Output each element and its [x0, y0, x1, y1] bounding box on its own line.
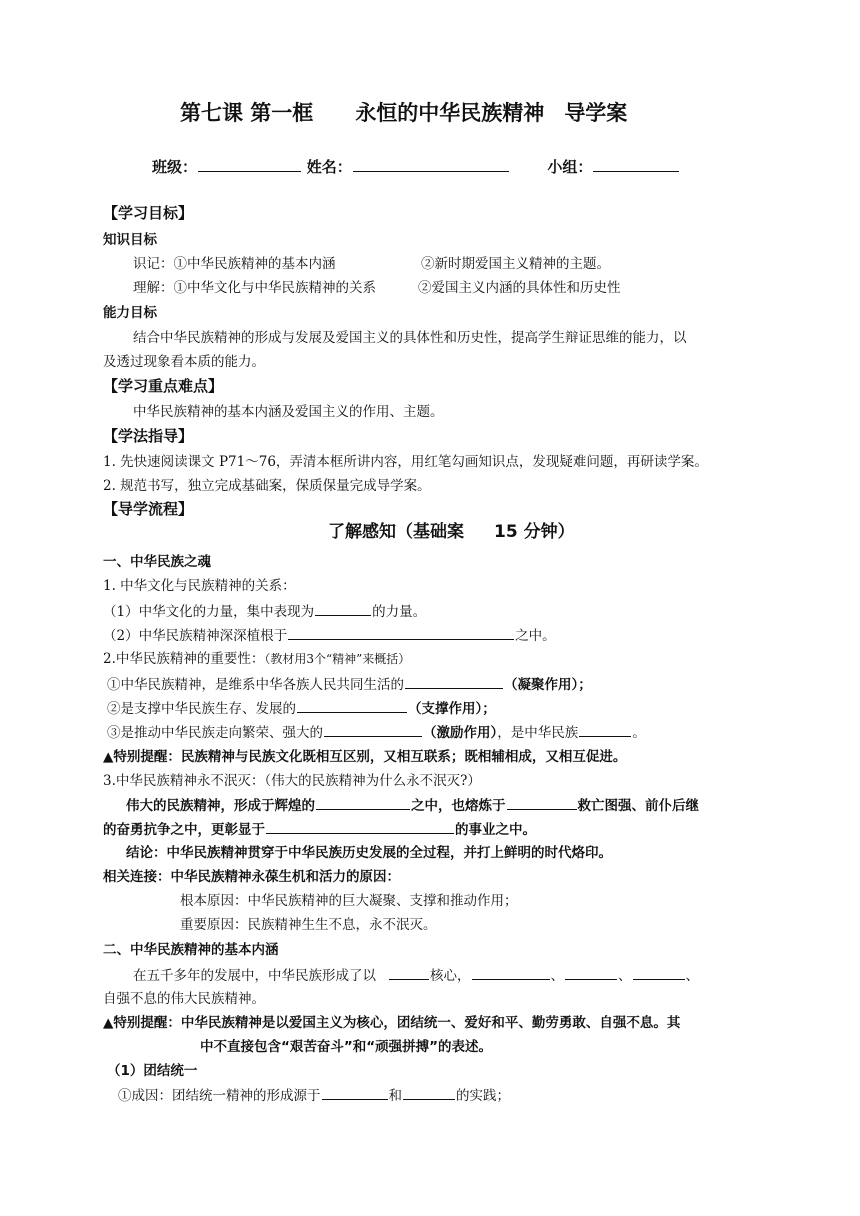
- question-2c-prefix: ③是推动中华民族走向繁荣、强大的: [107, 725, 323, 741]
- key-points-text: 中华民族精神的基本内涵及爱国主义的作用、主题。: [133, 404, 444, 420]
- page-title: [180, 101, 628, 125]
- title-lesson: 第七课 第一框: [180, 101, 314, 125]
- basic-title-time: 15 分钟）: [494, 522, 575, 542]
- question-1b-prefix: （2）中华民族精神深深植根于: [103, 628, 288, 644]
- question-2-note: （教材用3个“精神”来概括）: [264, 652, 411, 666]
- question-2c-suffix: 。: [632, 725, 646, 741]
- recall-goal-1: 识记：①中华民族精神的基本内涵: [133, 256, 336, 272]
- special-reminder-2-line-2: 中不直接包含“艰苦奋斗”和“顽强拼搏”的表述。: [200, 1039, 492, 1055]
- method-heading: 【学法指导】: [103, 427, 194, 445]
- section-2-para-2: 自强不息的伟大民族精神。: [103, 991, 265, 1007]
- separator-3: 、: [685, 968, 699, 984]
- question-2b: [107, 699, 496, 718]
- question-3-line-2-a: 的奋勇抗争之中，更彰显于: [103, 822, 265, 838]
- important-cause: 重要原因：民族精神生生不息，永不泯灭。: [180, 917, 437, 933]
- question-2a-prefix: ①中华民族精神，是维系中华各族人民共同生活的: [107, 677, 404, 693]
- basic-title-text: 了解感知（基础案: [328, 522, 464, 542]
- section-1-heading: 一、中华民族之魂: [103, 554, 211, 570]
- basic-section-title: [328, 523, 575, 541]
- blank-1a[interactable]: [315, 602, 371, 616]
- subsection-unity: （1）团结统一: [107, 1063, 198, 1079]
- blank-3c[interactable]: [266, 820, 454, 834]
- blank-2c-1[interactable]: [324, 723, 422, 737]
- name-blank[interactable]: [353, 158, 509, 172]
- question-1b-suffix: 之中。: [515, 628, 556, 644]
- method-item-2: 2. 规范书写，独立完成基础案，保质保量完成导学案。: [103, 478, 431, 494]
- separator-2: 、: [618, 968, 632, 984]
- title-topic: 永恒的中华民族精神: [355, 101, 545, 125]
- special-reminder-2-line-1: ▲特别提醒：中华民族精神是以爱国主义为核心，团结统一、爱好和平、勤劳勇敢、自强不息。其: [103, 1015, 681, 1031]
- conclusion: 结论：中华民族精神贯穿于中华民族历史发展的全过程，并打上鲜明的时代烙印。: [126, 845, 612, 861]
- blank-core[interactable]: [389, 966, 429, 980]
- unity-cause: [118, 1086, 510, 1105]
- question-2b-suffix: （支撑作用）；: [408, 701, 496, 717]
- group-label: 小组：: [547, 158, 593, 176]
- group-blank[interactable]: [593, 158, 679, 172]
- question-2c: [107, 723, 646, 742]
- blank-spirit-3[interactable]: [633, 966, 685, 980]
- question-3-line-1-a: 伟大的民族精神，形成于辉煌的: [126, 798, 315, 814]
- class-label: 班级：: [152, 158, 198, 176]
- class-blank[interactable]: [198, 158, 301, 172]
- question-2: [103, 650, 410, 668]
- special-reminder-1: ▲特别提醒：民族精神与民族文化既相互区别，又相互联系；既相辅相成，又相互促进。: [103, 749, 627, 765]
- question-1: 1. 中华文化与民族精神的关系：: [103, 578, 296, 594]
- question-2b-prefix: ②是支撑中华民族生存、发展的: [107, 701, 296, 717]
- title-type: 导学案: [564, 101, 628, 125]
- question-2-text: 2.中华民族精神的重要性：: [103, 651, 265, 667]
- question-2c-function: （激励作用）: [423, 725, 498, 741]
- student-info-row: [152, 158, 680, 176]
- question-2a-suffix: （凝聚作用）；: [504, 677, 592, 693]
- related-link: 相关连接：中华民族精神永葆生机和活力的原因：: [103, 869, 400, 885]
- unity-cause-prefix: ①成因：团结统一精神的形成源于: [118, 1088, 321, 1104]
- question-3-note: （伟大的民族精神为什么永不泯灭?）: [264, 773, 481, 789]
- goals-heading: 【学习目标】: [103, 204, 194, 222]
- section-2-para-1-core: 核心，: [430, 968, 471, 984]
- unity-cause-suffix: 的实践；: [456, 1088, 510, 1104]
- blank-unity-2[interactable]: [403, 1086, 455, 1100]
- blank-spirit-1[interactable]: [472, 966, 550, 980]
- flow-heading: 【导学流程】: [103, 500, 194, 518]
- blank-1b[interactable]: [288, 626, 514, 640]
- question-2a: [107, 675, 592, 694]
- understand-goal-1: 理解：①中华文化与中华民族精神的关系: [133, 280, 376, 296]
- question-2c-middle: ，是中华民族: [497, 725, 579, 741]
- ability-goals-heading: 能力目标: [103, 305, 157, 321]
- question-3-line-2-b: 的事业之中。: [455, 822, 536, 838]
- question-1a: [103, 602, 426, 621]
- blank-3a[interactable]: [316, 796, 410, 810]
- section-2-para-1-prefix: 在五千多年的发展中，中华民族形成了以: [133, 968, 376, 984]
- unity-cause-middle: 和: [388, 1088, 402, 1104]
- question-3-line-1-b: 之中，也熔炼于: [411, 798, 506, 814]
- section-2-heading: 二、中华民族精神的基本内涵: [103, 942, 279, 958]
- question-3-text: 3.中华民族精神永不泯灭：: [103, 773, 265, 789]
- blank-3b[interactable]: [507, 796, 577, 810]
- separator-1: 、: [550, 968, 564, 984]
- recall-goal-2: ②新时期爱国主义精神的主题。: [421, 256, 610, 272]
- key-points-heading: 【学习重点难点】: [103, 377, 224, 395]
- blank-2a[interactable]: [405, 675, 503, 689]
- question-3-line-1-c: 救亡图强、前仆后继: [577, 798, 699, 814]
- question-3-line-1: [126, 796, 699, 815]
- blank-spirit-2[interactable]: [565, 966, 617, 980]
- question-3: [103, 772, 481, 790]
- question-3-line-2: [103, 820, 536, 839]
- ability-goal-line-1: 结合中华民族精神的形成与发展及爱国主义的具体性和历史性，提高学生辩证思维的能力，以: [133, 330, 687, 346]
- ability-goal-line-2: 及透过现象看本质的能力。: [103, 354, 265, 370]
- method-item-1: 1. 先快速阅读课文 P71～76，弄清本框所讲内容，用红笔勾画知识点，发现疑难问题，再研读学案。: [103, 454, 708, 470]
- root-cause: 根本原因：中华民族精神的巨大凝聚、支撑和推动作用；: [180, 893, 518, 909]
- question-1a-prefix: （1）中华文化的力量，集中表现为: [103, 604, 315, 620]
- question-1a-suffix: 的力量。: [372, 604, 427, 620]
- name-label: 姓名：: [306, 158, 352, 176]
- section-2-para-1: [133, 966, 699, 985]
- knowledge-goals-heading: 知识目标: [103, 232, 157, 248]
- blank-2c-2[interactable]: [579, 723, 631, 737]
- blank-unity-1[interactable]: [322, 1086, 388, 1100]
- question-1b: [103, 626, 556, 645]
- blank-2b[interactable]: [297, 699, 407, 713]
- understand-goal-2: ②爱国主义内涵的具体性和历史性: [418, 280, 621, 296]
